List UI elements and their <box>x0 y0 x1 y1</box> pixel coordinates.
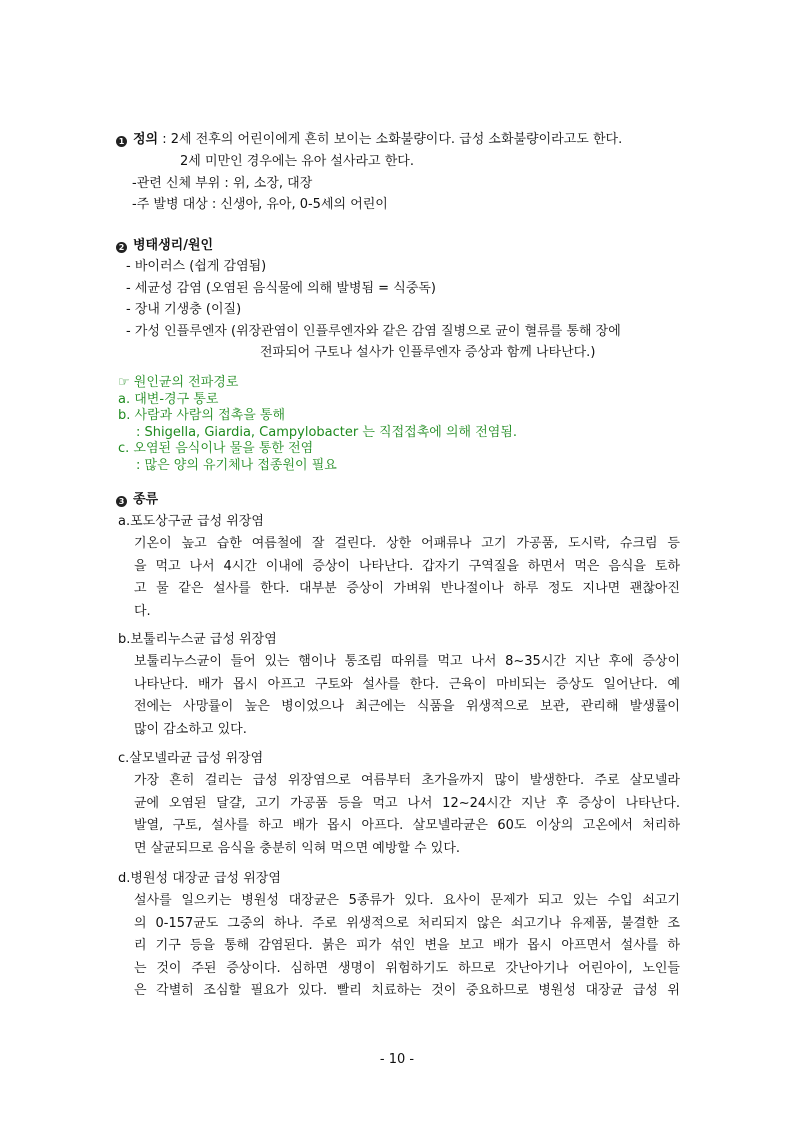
type-d-row: 은 각별히 조심할 필요가 있다. 빨리 치료하는 것이 중요하므로 병원성 대장균 급성 위 <box>134 983 680 998</box>
type-b-row: 나타난다. 배가 몹시 아프고 구토와 설사를 한다. 근육이 마비되는 증상도 일어난다. 예 <box>134 676 680 692</box>
type-b-row: 전에는 사망률이 높은 병이었으나 최근에는 식품을 위생적으로 보관, 관리해 발생률이 <box>134 699 680 714</box>
type-a-body <box>134 533 680 623</box>
page-number: - 10 - <box>379 1052 415 1067</box>
note-route-a: a. 대변-경구 통로 <box>118 392 219 407</box>
note-route-b-detail: : Shigella, Giardia, Campylobacter 는 직접접촉에 의해 전염됨. <box>136 425 518 440</box>
section-types-heading <box>116 490 158 510</box>
section-title-types: 종류 <box>133 492 159 507</box>
type-b-title: b.보툴리누스균 급성 위장염 <box>118 632 277 647</box>
definition-text: 2세 전후의 어린이에게 흔히 보이는 소화불량이다. 급성 소화불량이라고도 한다. <box>170 132 623 147</box>
cause-item-pseudo-influenza: - 가성 인플루엔자 (위장관염이 인플루엔자와 같은 감염 질병으로 균이 혈류를 통해 장에 <box>126 324 621 339</box>
circled-number-1-icon: 1 <box>116 136 127 147</box>
note-route-c: c. 오염된 음식이나 물을 통한 전염 <box>118 441 314 456</box>
cause-item-bacteria: - 세균성 감염 (오염된 음식물에 의해 발병됨 = 식중독) <box>126 281 436 296</box>
type-c-body <box>134 770 680 860</box>
circled-number-3-icon: 3 <box>116 496 127 507</box>
type-d-body <box>134 890 680 1003</box>
note-route-b: b. 사람과 사람의 접촉을 통해 <box>118 408 286 423</box>
section-pathophysiology-heading <box>116 236 213 256</box>
type-b-body <box>134 651 680 741</box>
cause-item-pseudo-influenza-cont: 전파되어 구토나 설사가 인플루엔자 증상과 함께 나타난다.) <box>260 345 596 360</box>
note-header: ☞ 원인균의 전파경로 <box>118 375 239 390</box>
definition-line2: 2세 미만인 경우에는 유아 설사라고 한다. <box>180 154 414 169</box>
cause-item-parasite: - 장내 기생충 (이질) <box>126 302 242 317</box>
type-b-row: 보툴리누스균이 들어 있는 햄이나 통조림 따위를 먹고 나서 8~35시간 지난 후에 증상이 <box>134 654 680 669</box>
section-title-definition: 정의 <box>133 132 159 147</box>
main-target-group: -주 발병 대상 : 신생아, 유아, 0-5세의 어린이 <box>132 197 388 212</box>
type-a-row: 을 먹고 나서 4시간 이내에 증상이 나타난다. 갑자기 구역질을 하면서 먹은 음식을 토하 <box>134 558 680 574</box>
cause-item-virus: - 바이러스 (쉽게 감염됨) <box>126 259 267 274</box>
type-a-row: 고 물 같은 설사를 한다. 대부분 증상이 가벼워 반나절이나 하루 정도 지나면 괜찮아진 <box>134 581 680 596</box>
related-body-parts: -관련 신체 부위 : 위, 소장, 대장 <box>132 176 313 191</box>
section-definition-line1 <box>116 130 622 150</box>
type-c-row: 면 살균되므로 음식을 충분히 익혀 먹으면 예방할 수 있다. <box>134 840 461 856</box>
type-c-row: 균에 오염된 달걀, 고기 가공품 등을 먹고 나서 12~24시간 지난 후 증상이 나타난다. <box>134 795 680 811</box>
type-c-row: 가장 흔히 걸리는 급성 위장염으로 여름부터 초가을까지 많이 발생한다. 주로 살모넬라 <box>134 773 680 788</box>
circled-number-2-icon: 2 <box>116 242 127 253</box>
type-a-title: a.포도상구균 급성 위장염 <box>118 514 264 529</box>
type-b-row: 많이 감소하고 있다. <box>134 721 247 737</box>
type-d-row: 는 것이 주된 증상이다. 심하면 생명이 위험하기도 하므로 갓난아기나 어린아이, 노인들 <box>134 960 680 976</box>
type-d-row: 리 기구 등을 통해 감염된다. 붉은 피가 섞인 변을 보고 배가 몹시 아프면서 설사를 하 <box>134 938 680 953</box>
type-d-row: 설사를 일으키는 병원성 대장균은 5종류가 있다. 요사이 문제가 되고 있는 수입 쇠고기 <box>134 893 680 908</box>
definition-separator: : <box>158 132 171 147</box>
section-title-pathophysiology: 병태생리/원인 <box>133 238 214 253</box>
note-route-c-detail: : 많은 양의 유기체나 접종원이 필요 <box>136 458 337 473</box>
type-a-row: 다. <box>134 603 151 619</box>
type-d-title: d.병원성 대장균 급성 위장염 <box>118 871 281 886</box>
type-d-row: 의 0-157균도 그중의 하나. 주로 위생적으로 처리되지 않은 쇠고기나 유제품, 불결한 조 <box>134 915 680 931</box>
type-c-title: c.살모넬라균 급성 위장염 <box>118 751 264 766</box>
type-a-row: 기온이 높고 습한 여름철에 잘 걸린다. 상한 어패류나 고기 가공품, 도시락, 슈크림 등 <box>134 536 680 551</box>
type-c-row: 발열, 구토, 설사를 하고 배가 몹시 아프다. 살모넬라균은 60도 이상의 고온에서 처리하 <box>134 818 680 833</box>
